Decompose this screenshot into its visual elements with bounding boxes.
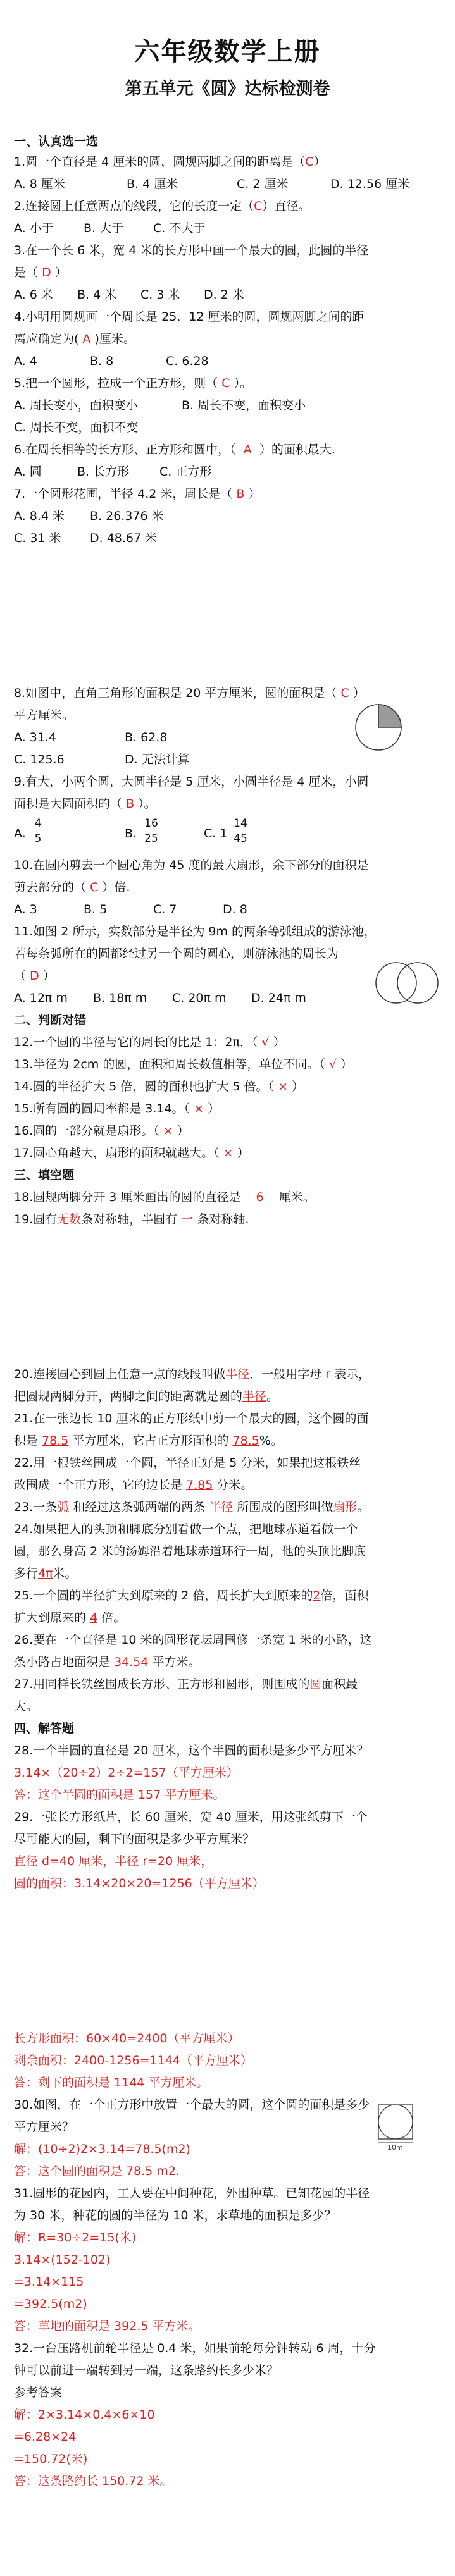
question-24-cont-2: 多行4π米。	[14, 1567, 77, 1581]
question-31: 31.圆形的花园内，工人要在中间种花，外围种草。已知花园的半径	[14, 2186, 370, 2200]
question-30-cont: 平方厘米？	[14, 2120, 75, 2134]
circle-in-square-figure	[376, 2104, 415, 2149]
question-11-answer: （ D ）	[14, 969, 55, 983]
question-13: 13.半径为 2cm 的圆，面积和周长数值相等，单位不同。（ √ ）	[14, 1057, 353, 1071]
question-22: 22.用一根铁丝围成一个圆，半径正好是 5 分米，如果把这根铁丝	[14, 1456, 361, 1470]
question-31-solution-3: =3.14×115	[14, 2275, 84, 2289]
question-30-solution-2: 答：这个圆的面积是 78.5 m2.	[14, 2164, 180, 2178]
question-12: 12.一个圆的半径与它的周长的比是 1：2π．（ √ ）	[14, 1035, 285, 1049]
page-subtitle: 第五单元《圆》达标检测卷	[125, 79, 330, 99]
question-3: 3.在一个长 6 米，宽 4 米的长方形中画一个最大的圆，此圆的半径	[14, 243, 369, 257]
question-7: 7.一个圆形花圃，半径 4.2 米，周长是（ B ）	[14, 487, 261, 501]
question-31-solution-2: 3.14×(152-102)	[14, 2253, 111, 2267]
question-23: 23.一条弧 和经过这条弧两端的两条 半径 所围成的图形叫做扇形。	[14, 1500, 370, 1514]
reference-answer-label: 参考答案	[14, 2386, 63, 2400]
question-4: 4.小明用圆规画一个周长是 25．12 厘米的圆，圆规两脚之间的距	[14, 310, 365, 324]
section-heading-judge: 二、判断对错	[14, 1013, 87, 1027]
question-14: 14.圆的半径扩大 5 倍，圆的面积也扩大 5 倍。（ × ）	[14, 1080, 304, 1094]
question-29-solution-2: 圆的面积：3.14×20×20=1256（平方厘米）	[14, 1877, 265, 1890]
question-9-options: A. 4 5 B. 16 25 C. 1 14 45	[14, 817, 247, 845]
question-29-solution-4: 剩余面积：2400-1256=1144（平方厘米）	[14, 2054, 252, 2068]
question-29-solution-5: 答：剩下的面积是 1144 平方厘米。	[14, 2076, 209, 2090]
question-11: 11.如图 2 所示，实数部分是半径为 9m 的两条等弧组成的游泳池，	[14, 925, 377, 939]
question-8: 8.如图中，直角三角形的面积是 20 平方厘米，圆的面积是（ C ）	[14, 686, 365, 700]
question-30: 30.如图，在一个正方形中放置一个最大的圆，这个圆的面积是多少	[14, 2098, 370, 2112]
question-25-cont: 扩大到原来的 4 倍。	[14, 1611, 126, 1625]
question-32-solution-4: 答：这条路约长 150.72 米。	[14, 2474, 172, 2488]
question-21-cont: 积是 78.5 平方厘米，它占正方形面积的 78.5%。	[14, 1434, 283, 1448]
question-1: 1.圆一个直径是 4 厘米的圆，圆规两脚之间的距离是（C）	[14, 155, 326, 169]
question-5: 5.把一个圆形，拉成一个正方形，则（ C ）。	[14, 376, 252, 390]
question-3-cont: 是（ D ）	[14, 266, 67, 280]
square-side-label: 10m	[387, 2143, 403, 2152]
question-32-solution-2: =6.28×24	[14, 2430, 77, 2444]
question-32-cont: 钟可以前进一端转到另一端，这条路约长多少米？	[14, 2363, 279, 2377]
question-9: 9.有大，小两个圆，大圆半径是 5 厘米，小圆半径是 4 厘米，小圆	[14, 775, 369, 789]
question-29-cont: 尽可能大的圆，剩下的面积是多少平方厘米？	[14, 1832, 255, 1846]
question-24: 24.如果把人的头顶和脚底分别看做一个点，把地球赤道看做一个	[14, 1522, 358, 1536]
question-28-solution-1: 3.14×（20÷2）2÷2=157（平方厘米）	[14, 1766, 239, 1780]
question-17: 17.圆心角越大，扇形的面积就越大。（ × ）	[14, 1146, 249, 1160]
question-29: 29.一张长方形纸片，长 60 厘米，宽 40 厘米，用这张纸剪下一个	[14, 1810, 368, 1824]
question-28: 28.一个半圆的直径是 20 厘米，这个半圆的面积是多少平方厘米？	[14, 1744, 369, 1758]
question-27-cont: 大。	[14, 1699, 39, 1713]
question-18: 18.圆规两脚分开 3 厘米画出的圆的直径是 6 厘米。	[14, 1190, 315, 1204]
question-27: 27.用同样长铁丝围成长方形、正方形和圆形，则围成的圆面积最	[14, 1677, 358, 1691]
question-24-cont: 圆，那么身高 2 米的汤姆沿着地球赤道环行一周，他的头顶比脚底	[14, 1544, 366, 1558]
question-31-solution-1: 解：R=30÷2=15(米)	[14, 2231, 137, 2245]
worksheet-page: 六年级数学上册 第五单元《圆》达标检测卷 一、认真选一选 1.圆一个直径是 4 厘米的圆，圆规两脚之间的距离是（C） A. 8 厘米 B. 4 厘米 C. 2 厘米 D. 12.56 厘米 2.连接圆上任意两点的线段，它的长度一定（C）直径。 A. 小于 B. 大于 C. 不大于 3.在一个长 6 米，宽 4 米的长方形中画一个最大的圆，此圆的半径 是（ D ） A. 6 米 B. 4 米 C. 3 米 D. 2 米 4.小明用圆规画一个周长是 25．12 厘米的圆，圆规两脚之间的距 离应确定为( A )厘米。 A. 4 B. 8 C. 6.28 5.把一个圆形，拉成一个正方形，则（ C ）。 A. 周长变小，面积变小 B. 周长不变，面积变小 C. 周长不变，面积不变 6.在周长相等的长方形、正方形和圆中，（ A ）的面积最大. A. 圆 B. 长方形 C. 正方形 7.一个圆形花圃，半径 4.2 米，周长是（ B ） A. 8.4 米 B. 26.376 米 C. 31 米 D. 48.67 米 8.如图中，直角三角形的面积是 20 平方厘米，圆的面积是（ C ） 平方厘米。 A. 31.4 B. 62.8 C. 125.6 D. 无法计算 9.有大，小两个圆，大圆半径是 5 厘米，小圆半径是 4 厘米，小圆 面积是大圆面积的（ B ）。 A. 4 5 B. 16 25 C. 1 14 45 10.在圆内剪去一个圆心角为 45 度的最大扇形，余下部分的面积是 剪去部分的（ C ）倍. A. 3 B. 5 C. 7 D. 8 11.如图 2 所示，实数部分是半径为 9m 的两条等弧组成的游泳池， 若每条弧所在的圆都经过另一个圆的圆心，则游泳池的周长为 （ D ） A. 12π m B. 18π m C. 20π m D. 24π m 二、判断对错 12.一个圆的半径与它的周长的比是 1：2π．（ √ ） 13.半径为 2cm 的圆，面积和周长数值相等，单位不同。（ √ ） 14.圆的半径扩大 5 倍，圆的面积也扩大 5 倍。（ × ） 15.所有圆的圆周率都是 3.14。（ × ） 16.圆的一部分就是扇形。（ × ） 17.圆心角越大，扇形的面积就越大。（ × ） 三、填空题 18.圆规两脚分开 3 厘米画出的圆的直径是 6 厘米。 19.圆有无数条对称轴，半圆有 一 条对称轴. 20.连接圆心到圆上任意一点的线段叫做半径．一般用字母 r 表示， 把圆规两脚分开，两脚之间的距离就是圆的半径。 21.在一张边长 10 厘米的正方形纸中剪一个最大的圆，这个圆的面 积是 78.5 平方厘米，它占正方形面积的 78.5%。 22.用一根铁丝围成一个圆，半径正好是 5 分米，如果把这根铁丝 改围成一个正方形，它的边长是 7.85 分米。 23.一条弧 和经过这条弧两端的两条 半径 所围成的图形叫做扇形。 24.如果把人的头顶和脚底分别看做一个点，把地球赤道看做一个 圆，那么身高 2 米的汤姆沿着地球赤道环行一周，他的头顶比脚底 多行4π米。 25.一个圆的半径扩大到原来的 2 倍，周长扩大到原来的2倍，面积 扩大到原来的 4 倍。 26.要在一个直径是 10 米的圆形花坛周围修一条宽 1 米的小路，这 条小路占地面积是 34.54 平方米。 27.用同样长铁丝围成长方形、正方形和圆形，则围成的圆面积最 大。 四、解答题 28.一个半圆的直径是 20 厘米，这个半圆的面积是多少平方厘米？ 3.14×（20÷2）2÷2=157（平方厘米） 答：这个半圆的面积是 157 平方厘米。 29.一张长方形纸片，长 60 厘米，宽 40 厘米，用这张纸剪下一个 尽可能大的圆，剩下的面积是多少平方厘米？ 直径 d=40 厘米，半径 r=20 厘米， 圆的面积：3.14×20×20=1256（平方厘米） 长方形面积：60×40=2400（平方厘米） 剩余面积：2400-1256=1144（平方厘米） 答：剩下的面积是 1144 平方厘米。 30.如图，在一个正方形中放置一个最大的圆，这个圆的面积是多少 平方厘米？ 解：(10÷2)2×3.14=78.5(m2) 答：这个圆的面积是 78.5 m2. 10m 31.圆形的花园内，工人要在中间种花，外围种草。已知花园的半径 为 30 米，种花的圆的半径为 10 米，求草地的面积是多少？ 解：R=30÷2=15(米) 3.14×(152-102) =3.14×115 =392.5(m2) 答：草地的面积是 392.5 平方米。 32.一台压路机前轮半径是 0.4 米，如果前轮每分钟转动 6 周，十分 钟可以前进一端转到另一端，这条路约长多少米？ 参考答案 解：2×3.14×0.4×6×10 =6.28×24 =150.72(米) 答：这条路约长 150.72 米。	[0, 0, 455, 2576]
question-30-solution-1: 解：(10÷2)2×3.14=78.5(m2)	[14, 2142, 190, 2156]
question-32-solution-3: =150.72(米)	[14, 2452, 88, 2466]
question-29-solution-1: 直径 d=40 厘米，半径 r=20 厘米，	[14, 1854, 213, 1868]
question-32-solution-1: 解：2×3.14×0.4×6×10	[14, 2408, 155, 2422]
question-9-cont: 面积是大圆面积的（ B ）。	[14, 797, 156, 811]
section-heading-fill: 三、填空题	[14, 1168, 75, 1182]
question-5-options-2: C. 周长不变，面积不变	[14, 421, 139, 434]
question-8-cont: 平方厘米。	[14, 708, 75, 722]
question-16: 16.圆的一部分就是扇形。（ × ）	[14, 1124, 189, 1138]
question-32: 32.一台压路机前轮半径是 0.4 米，如果前轮每分钟转动 6 周，十分	[14, 2341, 376, 2355]
question-19: 19.圆有无数条对称轴，半圆有 一 条对称轴.	[14, 1212, 249, 1226]
question-26: 26.要在一个直径是 10 米的圆形花坛周围修一条宽 1 米的小路，这	[14, 1633, 372, 1647]
question-6: 6.在周长相等的长方形、正方形和圆中，（ A ）的面积最大.	[14, 443, 335, 457]
question-2: 2.连接圆上任意两点的线段，它的长度一定（C）直径。	[14, 199, 311, 213]
section-heading-choice: 一、认真选一选	[14, 135, 99, 149]
section-heading-solve: 四、解答题	[14, 1722, 75, 1735]
question-31-cont: 为 30 米，种花的圆的半径为 10 米，求草地的面积是多少？	[14, 2209, 337, 2222]
question-25: 25.一个圆的半径扩大到原来的 2 倍，周长扩大到原来的2倍，面积	[14, 1589, 369, 1603]
question-26-cont: 条小路占地面积是 34.54 平方米。	[14, 1655, 201, 1669]
question-20-cont: 把圆规两脚分开，两脚之间的距离就是圆的半径。	[14, 1390, 279, 1403]
question-31-solution-4: =392.5(m2)	[14, 2297, 87, 2311]
question-28-solution-2: 答：这个半圆的面积是 157 平方厘米。	[14, 1788, 225, 1802]
question-4-cont: 离应确定为( A )厘米。	[14, 332, 135, 346]
question-31-solution-5: 答：草地的面积是 392.5 平方米。	[14, 2319, 201, 2333]
page-title: 六年级数学上册	[134, 37, 321, 66]
question-20: 20.连接圆心到圆上任意一点的线段叫做半径．一般用字母 r 表示，	[14, 1367, 371, 1381]
quarter-circle-figure	[353, 702, 404, 753]
question-11-cont: 若每条弧所在的圆都经过另一个圆的圆心，则游泳池的周长为	[14, 947, 339, 961]
question-15: 15.所有圆的圆周率都是 3.14。（ × ）	[14, 1102, 220, 1116]
question-10-cont: 剪去部分的（ C ）倍.	[14, 880, 130, 894]
intersecting-circles-figure	[372, 958, 442, 1008]
question-29-solution-3: 长方形面积：60×40=2400（平方厘米）	[14, 2031, 240, 2045]
question-10: 10.在圆内剪去一个圆心角为 45 度的最大扇形，余下部分的面积是	[14, 858, 369, 872]
question-21: 21.在一张边长 10 厘米的正方形纸中剪一个最大的圆，这个圆的面	[14, 1412, 369, 1426]
question-22-cont: 改围成一个正方形，它的边长是 7.85 分米。	[14, 1478, 253, 1492]
